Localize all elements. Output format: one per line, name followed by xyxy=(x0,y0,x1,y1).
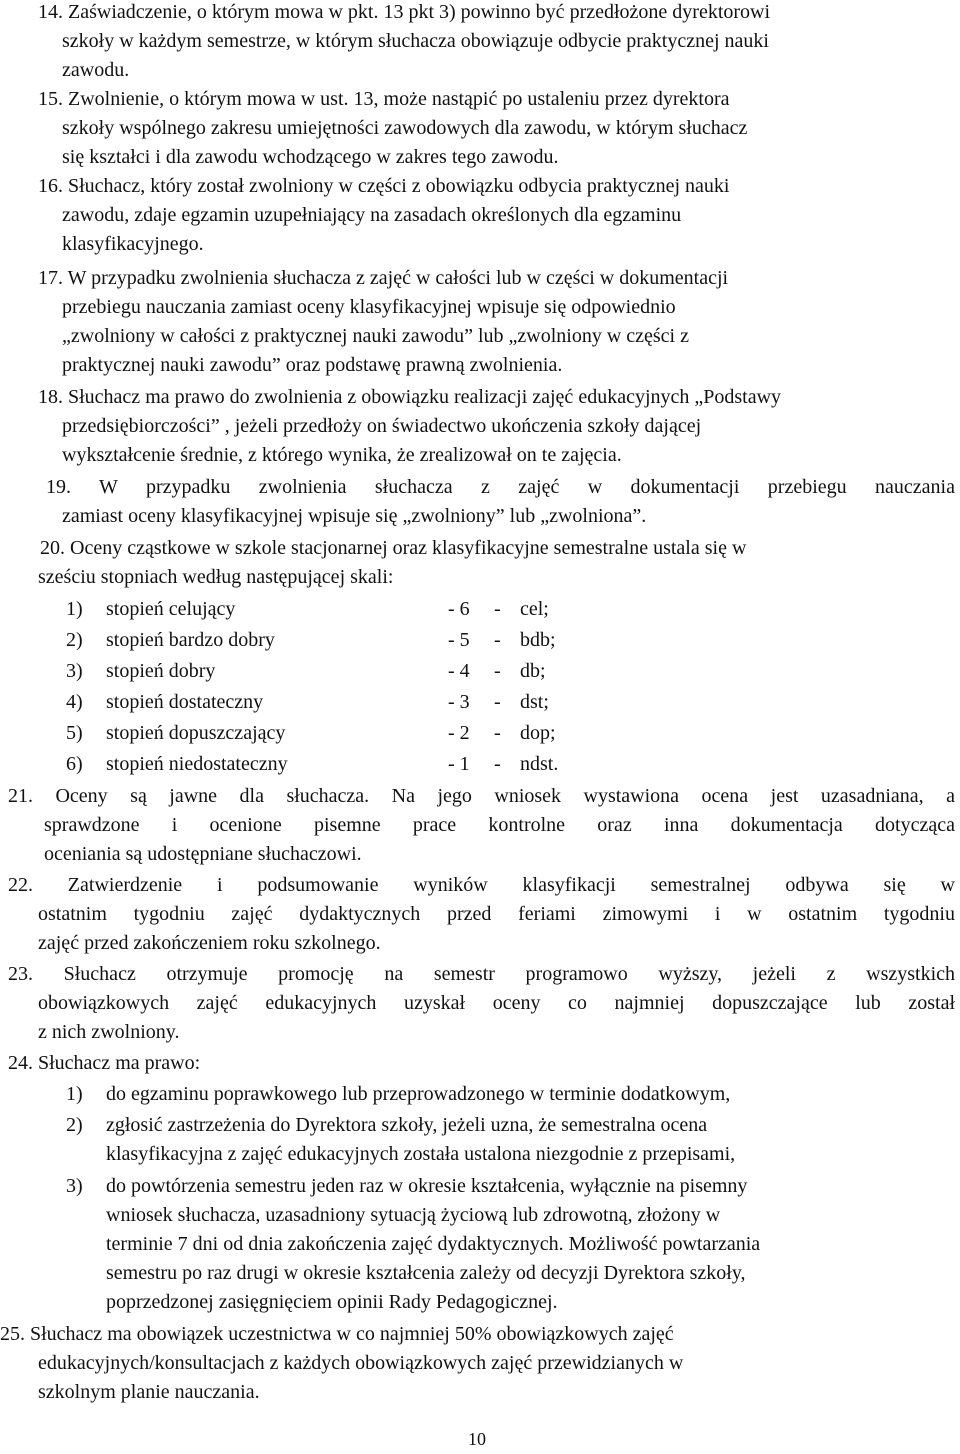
item-24-sub-3-line-2: wniosek słuchacza, uzasadniony sytuacją życiową lub zdrowotną, złożony w xyxy=(106,1204,721,1226)
item-21-line-1: 21. Oceny są jawne dla słuchacza. Na jego wniosek wystawiona ocena jest uzasadniana, a xyxy=(8,785,955,807)
grade-name: stopień celujący xyxy=(106,598,236,620)
item-22-line-3: zajęć przed zakończeniem roku szkolnego. xyxy=(38,932,381,954)
grade-row xyxy=(0,752,960,776)
grade-number: 5) xyxy=(66,722,83,744)
item-24-sub-2-number: 2) xyxy=(66,1114,83,1136)
item-20-line-1: 20. Oceny cząstkowe w szkole stacjonarnej oraz klasyfikacyjne semestralne ustala się w xyxy=(40,537,747,559)
item-18-line-2: przedsiębiorczości” , jeżeli przedłoży on świadectwo ukończenia szkoły dającej xyxy=(62,415,702,437)
item-24-sub-2-line-2: klasyfikacyjna z zajęć edukacyjnych została ustalona niezgodnie z przepisami, xyxy=(106,1143,736,1165)
grade-row xyxy=(0,690,960,714)
item-17-line-4: praktycznej nauki zawodu” oraz podstawę prawną zwolnienia. xyxy=(62,354,563,376)
grade-value: - 4 xyxy=(448,660,470,682)
grade-value: - 6 xyxy=(448,598,470,620)
item-25-line-3: szkolnym planie nauczania. xyxy=(38,1381,260,1403)
grade-dash: - xyxy=(494,598,501,620)
item-20-line-2: sześciu stopniach według następującej skali: xyxy=(38,566,394,588)
grade-abbreviation: db; xyxy=(520,660,546,682)
item-24-line-1: 24. Słuchacz ma prawo: xyxy=(8,1052,201,1074)
item-14-line-2: szkoły w każdym semestrze, w którym słuchacza obowiązuje odbycie praktycznej nauki xyxy=(62,30,769,52)
item-17-line-1: 17. W przypadku zwolnienia słuchacza z zajęć w całości lub w części w dokumentacji xyxy=(38,267,729,289)
item-15-line-1: 15. Zwolnienie, o którym mowa w ust. 13, może nastąpić po ustaleniu przez dyrektora xyxy=(38,88,730,110)
item-25-line-2: edukacyjnych/konsultacjach z każdych obowiązkowych zajęć przewidzianych w xyxy=(38,1352,684,1374)
item-15-line-3: się kształci i dla zawodu wchodzącego w zakres tego zawodu. xyxy=(62,146,559,168)
item-16-line-3: klasyfikacyjnego. xyxy=(62,233,204,255)
item-24-sub-3-line-5: poprzedzonej zasięgnięciem opinii Rady Pedagogicznej. xyxy=(106,1291,558,1313)
grade-dash: - xyxy=(494,753,501,775)
item-22-line-2: ostatnim tygodniu zajęć dydaktycznych przed feriami zimowymi i w ostatnim tygodniu xyxy=(38,903,955,925)
item-17-line-2: przebiegu nauczania zamiast oceny klasyfikacyjnej wpisuje się odpowiednio xyxy=(62,296,676,318)
grade-value: - 2 xyxy=(448,722,470,744)
item-24-sub-3-line-1: do powtórzenia semestru jeden raz w okresie kształcenia, wyłącznie na pisemny xyxy=(106,1175,748,1197)
item-22-line-1: 22. Zatwierdzenie i podsumowanie wyników klasyfikacji semestralnej odbywa się w xyxy=(8,874,955,896)
item-24-sub-3-number: 3) xyxy=(66,1175,83,1197)
grade-name: stopień bardzo dobry xyxy=(106,629,275,651)
item-21-line-2: sprawdzone i ocenione pisemne prace kontrolne oraz inna dokumentacja dotycząca xyxy=(44,814,955,836)
grade-number: 1) xyxy=(66,598,83,620)
grade-value: - 1 xyxy=(448,753,470,775)
item-17-line-3: „zwolniony w całości z praktycznej nauki zawodu” lub „zwolniony w części z xyxy=(62,325,689,347)
item-24-sub-1-number: 1) xyxy=(66,1083,83,1105)
item-15-line-2: szkoły wspólnego zakresu umiejętności zawodowych dla zawodu, w którym słuchacz xyxy=(62,117,748,139)
item-23-line-1: 23. Słuchacz otrzymuje promocję na semestr programowo wyższy, jeżeli z wszystkich xyxy=(8,963,955,985)
grade-name: stopień dobry xyxy=(106,660,216,682)
item-23-line-2: obowiązkowych zajęć edukacyjnych uzyskał oceny co najmniej dopuszczające lub został xyxy=(38,992,955,1014)
grade-name: stopień niedostateczny xyxy=(106,753,288,775)
grade-number: 4) xyxy=(66,691,83,713)
grade-abbreviation: bdb; xyxy=(520,629,556,651)
grade-value: - 3 xyxy=(448,691,470,713)
item-25-line-1: 25. Słuchacz ma obowiązek uczestnictwa w co najmniej 50% obowiązkowych zajęć xyxy=(0,1323,674,1345)
grade-number: 2) xyxy=(66,629,83,651)
item-18-line-1: 18. Słuchacz ma prawo do zwolnienia z obowiązku realizacji zajęć edukacyjnych „Podstawy xyxy=(38,386,782,408)
grade-row xyxy=(0,659,960,683)
item-24-sub-3-line-4: semestru po raz drugi w okresie kształcenia zależy od decyzji Dyrektora szkoły, xyxy=(106,1262,746,1284)
item-19-line-1: 19. W przypadku zwolnienia słuchacza z zajęć w dokumentacji przebiegu nauczania xyxy=(46,476,955,498)
grade-dash: - xyxy=(494,660,501,682)
grade-abbreviation: dop; xyxy=(520,722,556,744)
grade-abbreviation: dst; xyxy=(520,691,549,713)
grade-name: stopień dopuszczający xyxy=(106,722,286,744)
grade-value: - 5 xyxy=(448,629,470,651)
grade-abbreviation: cel; xyxy=(520,598,549,620)
grade-abbreviation: ndst. xyxy=(520,753,559,775)
item-21-line-3: oceniania są udostępniane słuchaczowi. xyxy=(44,843,362,865)
grade-name: stopień dostateczny xyxy=(106,691,264,713)
grade-row xyxy=(0,721,960,745)
grade-dash: - xyxy=(494,629,501,651)
page-number: 10 xyxy=(468,1429,486,1449)
item-14-line-1: 14. Zaświadczenie, o którym mowa w pkt. 13 pkt 3) powinno być przedłożone dyrektorowi xyxy=(38,1,771,23)
item-24-sub-1-line-1: do egzaminu poprawkowego lub przeprowadzonego w terminie dodatkowym, xyxy=(106,1083,731,1105)
item-14-line-3: zawodu. xyxy=(62,59,130,81)
item-18-line-3: wykształcenie średnie, z którego wynika, że zrealizował on te zajęcia. xyxy=(62,444,622,466)
grade-row xyxy=(0,597,960,621)
item-23-line-3: z nich zwolniony. xyxy=(38,1021,180,1043)
item-24-sub-3-line-3: terminie 7 dni od dnia zakończenia zajęć dydaktycznych. Możliwość powtarzania xyxy=(106,1233,761,1255)
item-19-line-2: zamiast oceny klasyfikacyjnej wpisuje się „zwolniony” lub „zwolniona”. xyxy=(62,505,647,527)
grade-row xyxy=(0,628,960,652)
item-16-line-2: zawodu, zdaje egzamin uzupełniający na zasadach określonych dla egzaminu xyxy=(62,204,682,226)
item-16-line-1: 16. Słuchacz, który został zwolniony w części z obowiązku odbycia praktycznej nauki xyxy=(38,175,730,197)
grade-number: 6) xyxy=(66,753,83,775)
item-24-sub-2-line-1: zgłosić zastrzeżenia do Dyrektora szkoły, jeżeli uzna, że semestralna ocena xyxy=(106,1114,708,1136)
grade-dash: - xyxy=(494,722,501,744)
grade-number: 3) xyxy=(66,660,83,682)
grade-dash: - xyxy=(494,691,501,713)
